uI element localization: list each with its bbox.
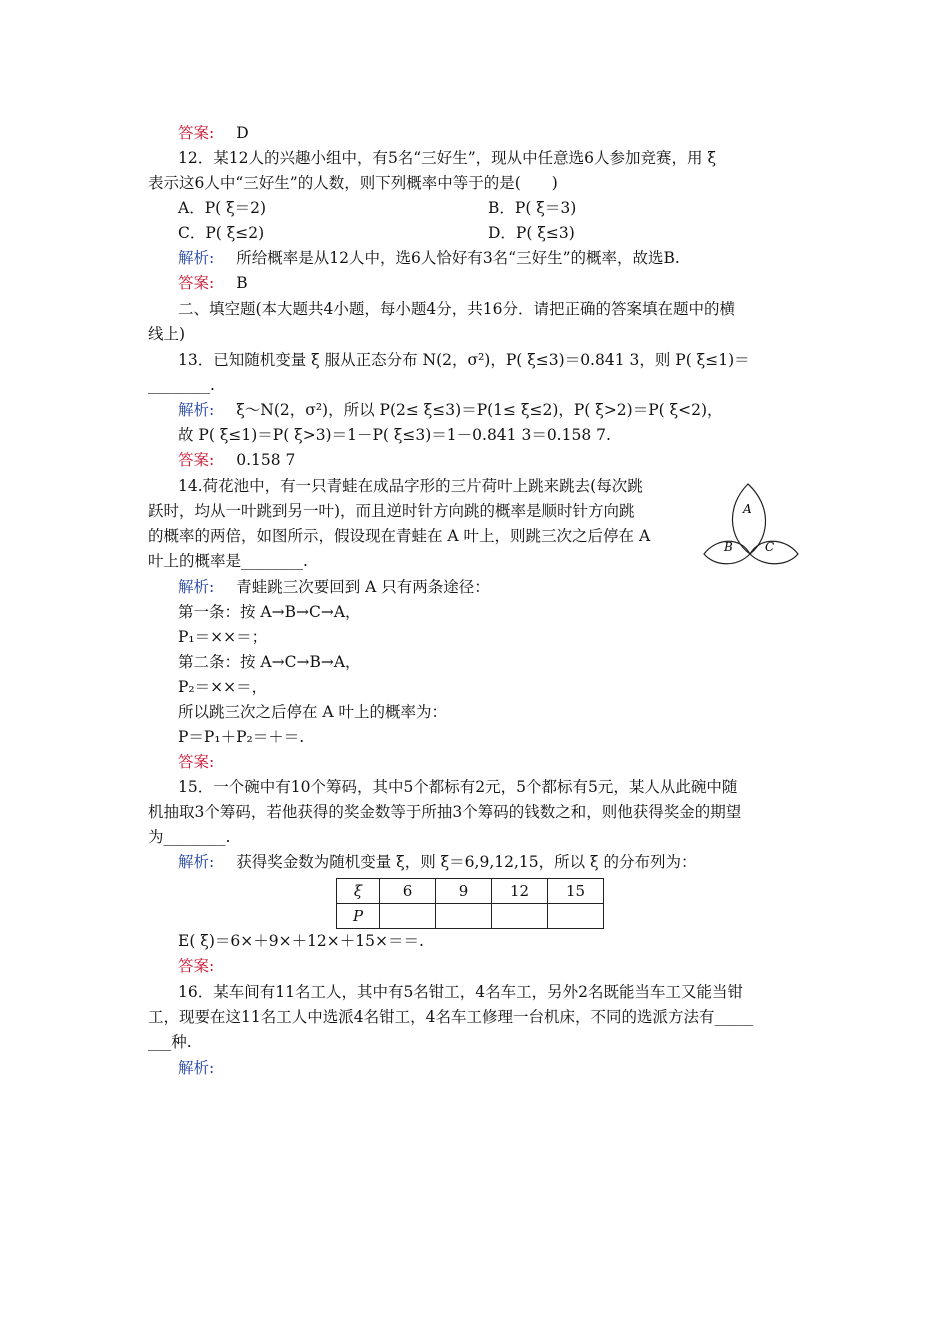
answer-line — [178, 123, 249, 143]
q12-answer — [178, 273, 248, 293]
leaf-label-b: B — [724, 540, 733, 554]
table-cell: ξ — [337, 879, 380, 904]
q14-line4: 叶上的概率是________. — [148, 552, 308, 570]
analysis-label: 解析: — [178, 578, 215, 596]
analysis-label: 解析: — [178, 853, 215, 871]
leaf-label-a: A — [743, 502, 752, 516]
q15-line1: 15．一个碗中有10个筹码，其中5个都标有2元，5个都标有5元，某人从此碗中随 — [178, 778, 738, 796]
q15-solution — [178, 852, 697, 872]
q14-line2: 跃时，均从一叶跳到另一叶)，而且逆时针方向跳的概率是顺时针方向跳 — [148, 502, 635, 520]
table-cell: 12 — [492, 879, 548, 904]
table-cell: 9 — [436, 879, 492, 904]
q15-line3: 为________. — [148, 828, 231, 846]
section2-line2: 线上) — [148, 325, 186, 343]
q12-line2: 表示这6人中“三好生”的人数，则下列概率中等于的是( ) — [148, 174, 558, 192]
analysis-label: 解析: — [178, 249, 215, 267]
q12-solution-text: 所给概率是从12人中，选6人恰好有3名“三好生”的概率，故选B. — [236, 249, 680, 267]
q15-line2: 机抽取3个筹码，若他获得的奖金数等于所抽3个筹码的钱数之和，则他获得奖金的期望 — [148, 803, 742, 821]
q12-options-row1 — [178, 198, 266, 218]
q12-option-c: C．P( ξ≤2) — [178, 224, 265, 242]
table-cell — [380, 904, 436, 929]
answer-value: 0.158 7 — [236, 451, 296, 469]
q15-expectation: E( ξ)＝6×＋9×＋12×＋15×＝＝. — [178, 932, 424, 950]
table-cell: P — [337, 904, 380, 929]
q14-solution-text: 青蛙跳三次要回到 A 只有两条途径： — [236, 578, 490, 596]
q14-path1: 第一条：按 A→B→C→A， — [178, 603, 361, 621]
leaf-label-c: C — [765, 540, 775, 554]
answer-label: 答案: — [178, 957, 215, 975]
answer-value: B — [236, 274, 248, 292]
q13-solution-text1: ξ～N(2，σ²)，所以 P(2≤ ξ≤3)＝P(1≤ ξ≤2)，P( ξ>2)＝P( ξ<2)， — [236, 401, 723, 419]
table-cell — [492, 904, 548, 929]
q14-p-total: P＝P₁＋P₂＝＋＝. — [178, 728, 305, 746]
section2-line1: 二、填空题(本大题共4小题，每小题4分，共16分．请把正确的答案填在题中的横 — [178, 300, 735, 318]
q13-answer — [178, 450, 295, 470]
q12-solution — [178, 248, 680, 268]
table-cell: 15 — [548, 879, 604, 904]
answer-label: 答案: — [178, 451, 215, 469]
q14-path2: 第二条：按 A→C→B→A， — [178, 653, 361, 671]
q14-solution — [178, 577, 490, 597]
answer-label: 答案: — [178, 124, 215, 142]
q14-p1: P₁＝××＝； — [178, 628, 268, 646]
q12-option-b: B．P( ξ＝3) — [488, 199, 577, 217]
q13-line1: 13．已知随机变量 ξ 服从正态分布 N(2，σ²)，P( ξ≤3)＝0.841 3，则 P( ξ≤1)＝ — [178, 351, 750, 369]
table-row — [337, 904, 604, 929]
q16-line1: 16．某车间有11名工人，其中有5名钳工，4名车工，另外2名既能当车工又能当钳 — [178, 983, 744, 1001]
table-cell — [548, 904, 604, 929]
q12-option-a: A．P( ξ＝2) — [178, 199, 267, 217]
q15-solution-text: 获得奖金数为随机变量 ξ，则 ξ＝6,9,12,15，所以 ξ 的分布列为： — [236, 853, 697, 871]
analysis-label: 解析: — [178, 401, 215, 419]
q16-solution — [178, 1058, 214, 1078]
answer-value: D — [236, 124, 249, 142]
table-cell: 6 — [380, 879, 436, 904]
table-cell — [436, 904, 492, 929]
q16-line3: ___种. — [148, 1033, 192, 1051]
q15-answer — [178, 956, 214, 976]
distribution-table — [336, 878, 604, 929]
q13-solution-text2: 故 P( ξ≤1)＝P( ξ>3)＝1－P( ξ≤3)＝1－0.841 3＝0.158 7. — [178, 426, 611, 444]
q16-line2: 工，现要在这11名工人中选派4名钳工，4名车工修理一台机床，不同的选派方法有_____ — [148, 1008, 754, 1026]
q14-line3: 的概率的两倍，如图所示，假设现在青蛙在 A 叶上，则跳三次之后停在 A — [148, 527, 651, 545]
q14-conclusion: 所以跳三次之后停在 A 叶上的概率为： — [178, 703, 448, 721]
table-row — [337, 879, 604, 904]
answer-label: 答案: — [178, 274, 215, 292]
analysis-label: 解析: — [178, 1059, 215, 1077]
q12-option-d: D．P( ξ≤3) — [488, 224, 575, 242]
q14-p2: P₂＝××＝， — [178, 678, 268, 696]
q12-line1: 12．某12人的兴趣小组中，有5名“三好生”，现从中任意选6人参加竞赛，用 ξ — [178, 149, 716, 167]
q13-line2: ________. — [148, 376, 215, 394]
q13-solution — [178, 400, 723, 420]
q14-answer — [178, 752, 214, 772]
q14-line1: 14.荷花池中，有一只青蛙在成品字形的三片荷叶上跳来跳去(每次跳 — [178, 477, 643, 495]
lotus-leaves-figure — [702, 476, 802, 566]
answer-label: 答案: — [178, 753, 215, 771]
